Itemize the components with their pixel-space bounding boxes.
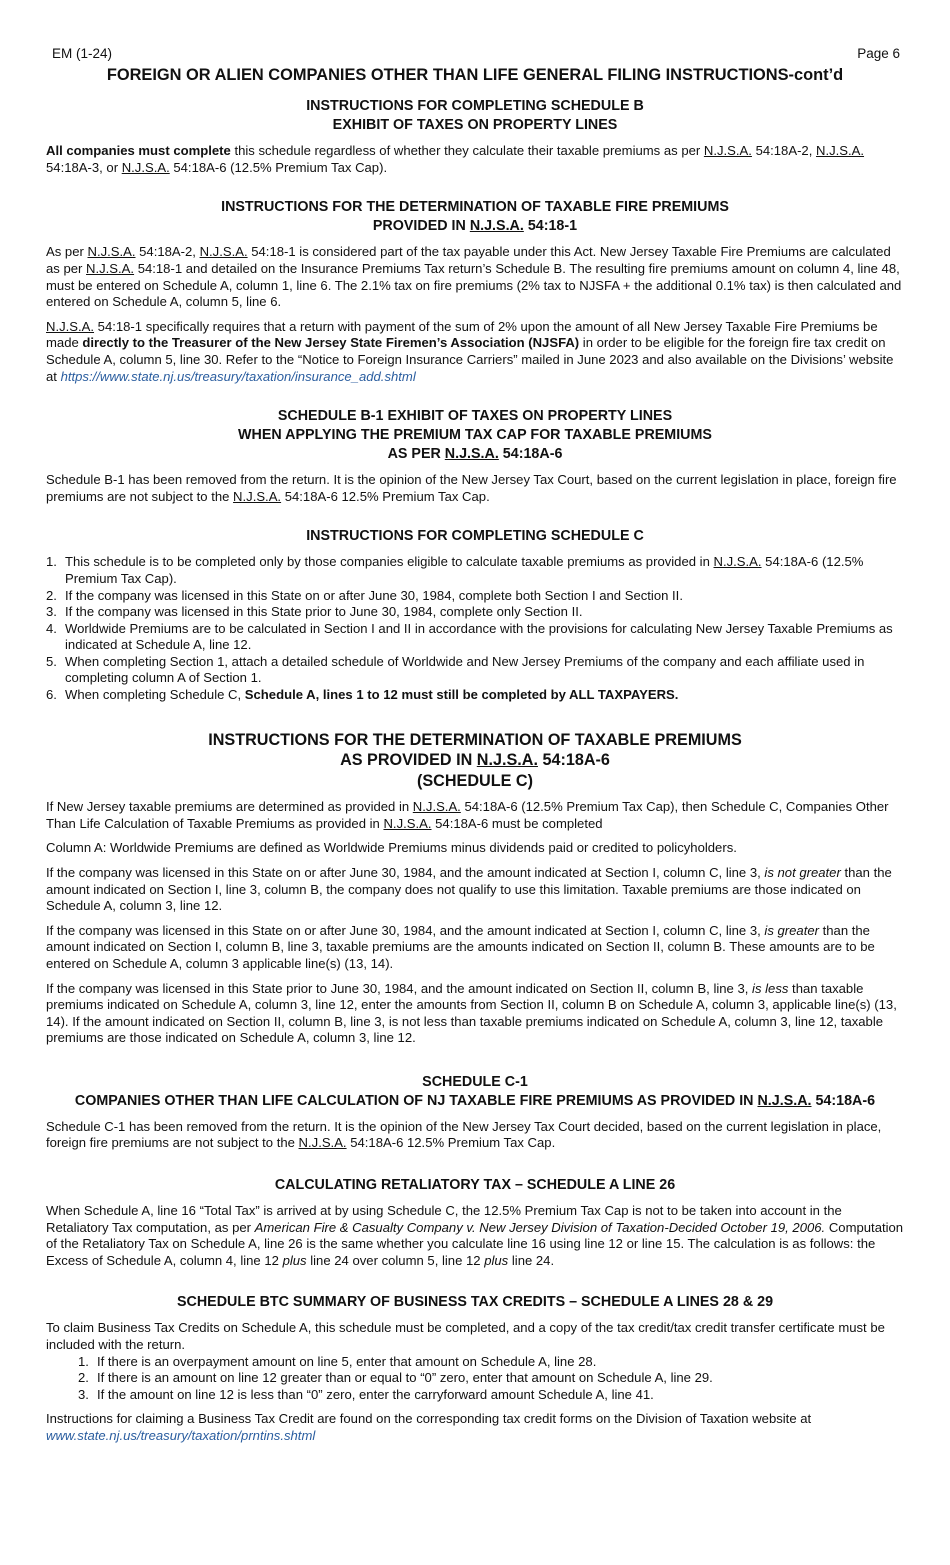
fire-premiums-paragraph-2: N.J.S.A. 54:18-1 specifically requires that a return with payment of the sum of 2% upon the amount of all New Jersey Taxable Fire Premiums be made directly to the Treasurer of the New Jersey State Firemen’s Association (NJSFA) in order to be eligible for the foreign fire tax credit on Schedule A, column 5, line 30. Refer to the “Notice to Foreign Insurance Carriers” mailed in June 2023 and also available on the Divisions’ website at https://www.state.nj.us/treasury/taxation/insurance_add.shtml [46,318,894,384]
list-item: 2. If there is an amount on line 12 greater than or equal to “0” zero, enter that amount on Schedule A, line 29. [78,1370,713,1386]
btc-paragraph-2: Instructions for claiming a Business Tax Credit are found on the corresponding tax credit forms on the Division of Taxation website at www.state.nj.us/treasury/taxation/prntins.shtml [46,1411,812,1443]
insurance-add-link[interactable]: https://www.state.nj.us/treasury/taxation/insurance_add.shtml [60,368,416,384]
page-header [52,46,900,63]
btc-paragraph-1: To claim Business Tax Credits on Schedule A, this schedule must be completed, and a copy of the tax credit/tax credit transfer certificate must be included with the return. [46,1320,885,1353]
fire-premiums-heading: INSTRUCTIONS FOR THE DETERMINATION OF TAXABLE FIRE PREMIUMS PROVIDED IN N.J.S.A. 54:18-1 [221,199,729,235]
retaliatory-tax-paragraph: When Schedule A, line 16 “Total Tax” is arrived at by using Schedule C, the 12.5% Premium Tax Cap is not to be taken into account in the Retaliatory Tax computation, as per American Fire & Casualty Company v. New Jersey Division of Taxation-Decided October 19, 2006. Computation of the Retaliatory Tax on Schedule A, line 26 is the same whether you calculate line 16 using line 12 or line 15. The calculation is as follows: the Excess of Schedule A, column 4, line 12 plus line 24 over column 5, line 12 plus line 24. [46,1203,904,1268]
schedule-b-heading: INSTRUCTIONS FOR COMPLETING SCHEDULE B EXHIBIT OF TAXES ON PROPERTY LINES [306,98,644,134]
taxable-paragraph-2: Column A: Worldwide Premiums are defined as Worldwide Premiums minus dividends paid or credited to policyholders. [46,840,737,856]
retaliatory-tax-heading: CALCULATING RETALIATORY TAX – SCHEDULE A LINE 26 [274,1177,676,1194]
list-item: 1. This schedule is to be completed only by those companies eligible to calculate taxable premiums as provided in N.J.S.A. 54:18A-6 (12.5% Premium Tax Cap). [46,554,864,586]
btc-list [46,1354,904,1404]
prntins-link[interactable]: www.state.nj.us/treasury/taxation/prntins.shtml [46,1428,316,1443]
schedule-c-list [46,554,904,703]
schedule-c1-heading: SCHEDULE C-1 COMPANIES OTHER THAN LIFE CALCULATION OF NJ TAXABLE FIRE PREMIUMS AS PROVIDED IN N.J.S.A. 54:18A-6 [74,1073,876,1109]
page-title: FOREIGN OR ALIEN COMPANIES OTHER THAN LIFE GENERAL FILING INSTRUCTIONS-cont’d [106,65,844,84]
schedule-c-heading: INSTRUCTIONS FOR COMPLETING SCHEDULE C [306,528,644,545]
taxable-paragraph-4: If the company was licensed in this State on or after June 30, 1984, and the amount indicated at Section I, column C, line 3, is greater than the amount indicated on Section I, column B, line 3, taxable premiums are the amounts indicated on Section II, column B. These amounts are to be entered on Schedule A, column 3 applicable line(s) (13, 14). [46,922,875,971]
list-item: 2. If the company was licensed in this State on or after June 30, 1984, complete both Section I and Section II. [46,587,683,603]
schedule-b1-paragraph: Schedule B-1 has been removed from the return. It is the opinion of the New Jersey Tax Court, based on the current legislation in place, foreign fire premiums are not subject to the N.J.S.A. 54:18A-6 12.5% Premium Tax Cap. [46,472,897,504]
schedule-b-paragraph: All companies must complete this schedule regardless of whether they calculate their taxable premiums as per N.J.S.A. 54:18A-2, N.J.S.A. 54:18A-3, or N.J.S.A. 54:18A-6 (12.5% Premium Tax Cap). [46,143,865,175]
schedule-b1-heading: SCHEDULE B-1 EXHIBIT OF TAXES ON PROPERTY LINES WHEN APPLYING THE PREMIUM TAX CAP FOR TAXABLE PREMIUMS AS PER N.J.S.A. 54:18A-6 [238,408,712,463]
taxable-paragraph-1: If New Jersey taxable premiums are determined as provided in N.J.S.A. 54:18A-6 (12.5% Premium Tax Cap), then Schedule C, Companies Other Than Life Calculation of Taxable Premiums as provided in N.J.S.A. 54:18A-6 must be completed [46,799,889,831]
list-item: 1. If there is an overpayment amount on line 5, enter that amount on Schedule A, line 28. [78,1353,597,1369]
list-item: 3. If the company was licensed in this State prior to June 30, 1984, complete only Section II. [46,604,583,620]
btc-heading: SCHEDULE BTC SUMMARY OF BUSINESS TAX CREDITS – SCHEDULE A LINES 28 & 29 [176,1294,774,1311]
list-item: 6. When completing Schedule C, Schedule A, lines 1 to 12 must still be completed by ALL TAXPAYERS. [46,687,679,703]
list-item: 3. If the amount on line 12 is less than “0” zero, enter the carryforward amount Schedule A, line 41. [78,1386,654,1402]
list-item: 5. When completing Section 1, attach a detailed schedule of Worldwide and New Jersey Premiums of the company and each affiliate used in completing column A of Section 1. [46,653,865,686]
list-item: 4. Worldwide Premiums are to be calculated in Section I and II in accordance with the provisions for calculating New Jersey Taxable Premiums as indicated at Schedule A, line 12. [46,620,893,653]
form-code: EM (1-24) [52,46,113,61]
taxable-paragraph-3: If the company was licensed in this State on or after June 30, 1984, and the amount indicated at Section I, column C, line 3, is not greater than the amount indicated on Section I, line 3, column B, the company does not qualify to use this limitation. Taxable premiums are those indicated on Schedule A, column 3, line 12. [46,864,892,914]
taxable-premiums-heading: INSTRUCTIONS FOR THE DETERMINATION OF TAXABLE PREMIUMS AS PROVIDED IN N.J.S.A. 54:18A-6 (SCHEDULE C) [208,730,742,790]
schedule-c1-paragraph: Schedule C-1 has been removed from the return. It is the opinion of the New Jersey Tax Court decided, based on the current legislation in place, foreign fire premiums are not subject to the N.J.S.A. 54:18A-6 12.5% Premium Tax Cap. [46,1118,882,1151]
page-number: Page 6 [857,46,900,61]
taxable-paragraph-5: If the company was licensed in this State prior to June 30, 1984, and the amount indicated on Section II, column B, line 3, is less than taxable premiums indicated on Schedule A, column 3, line 12, enter the amounts from Section II, column B on Schedule A, column 3, applicable line(s) (13, 14). If the amount indicated on Section II, column B, line 3, is not less than taxable premiums indicated on Schedule A, column 3, line 12, taxable premiums are those indicated on Schedule A, column 3, line 12. [46,980,897,1046]
fire-premiums-paragraph-1: As per N.J.S.A. 54:18A-2, N.J.S.A. 54:18-1 is considered part of the tax payable under this Act. New Jersey Taxable Fire Premiums are calculated as per N.J.S.A. 54:18-1 and detailed on the Insurance Premiums Tax return’s Schedule B. The resulting fire premiums amount on column 4, line 48, must be entered on Schedule A, column 1, line 6. The 2.1% tax on fire premiums (2% tax to NJSFA + the additional 0.1% tax) is then calculated and entered on Schedule A, column 5, line 6. [46,244,902,310]
